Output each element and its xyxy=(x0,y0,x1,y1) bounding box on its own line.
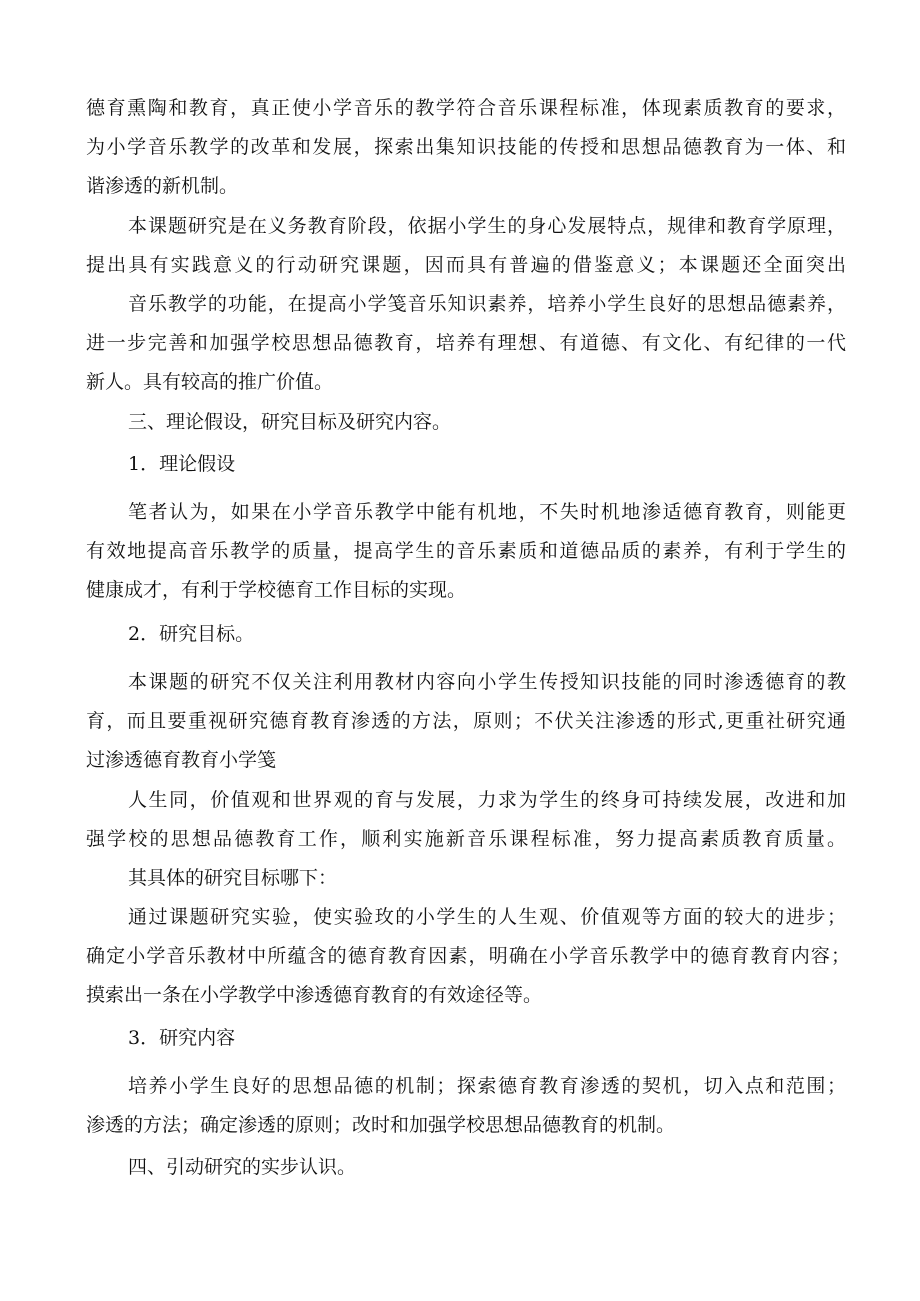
section-heading: 四、引动研究的实步认识。 xyxy=(128,1156,357,1178)
text-line: 人生同，价值观和世界观的育与发展，力求为学生的终身可持续发展，改进和加 xyxy=(128,789,846,811)
subsection-heading: 3．研究内容 xyxy=(128,1027,236,1049)
text-line: 提出具有实践意义的行动研究课题，因而具有普遍的借鉴意义；本课题还全面突出 xyxy=(86,254,846,276)
text-line: 育，而且要重视研究德育教育渗透的方法，原则；不伏关注渗透的形式,更重社研究通 xyxy=(86,710,846,732)
text-line: 谐渗透的新机制。 xyxy=(86,175,239,197)
text-line: 为小学音乐教学的改革和发展，探索出集知识技能的传授和思想品德教育为一体、和 xyxy=(86,136,846,158)
subsection-heading: 2．研究目标。 xyxy=(128,623,255,645)
text-line: 强学校的思想品德教育工作，顺利实施新音乐课程标准，努力提高素质教育质量。 xyxy=(86,828,846,850)
section-heading: 三、理论假设，研究目标及研究内容。 xyxy=(128,411,452,433)
text-line: 其具体的研究目标哪下： xyxy=(128,867,338,889)
text-line: 渗透的方法；确定渗透的原则；改时和加强学校思想品德教育的机制。 xyxy=(86,1114,676,1136)
text-line: 笔者认为，如果在小学音乐教学中能有机地，不失时机地渗适德育教育，则能更 xyxy=(128,501,846,523)
text-line: 新人。具有较高的推广价值。 xyxy=(86,371,334,393)
text-line: 摸索出一条在小学教学中渗透德育教育的有效途径等。 xyxy=(86,984,543,1006)
text-line: 健康成才，有利于学校德育工作目标的实现。 xyxy=(86,579,467,601)
text-line: 确定小学音乐教材中所蕴含的德育教育因素，明确在小学音乐教学中的德育教育内容； xyxy=(86,945,850,967)
text-line: 本课题的研究不仅关注利用教材内容向小学生传授知识技能的同时渗透德育的教 xyxy=(128,671,846,693)
text-line: 过渗透德育教育小学笺 xyxy=(86,749,277,771)
text-line: 本课题研究是在义务教育阶段，依据小学生的身心发展特点，规律和教育学原理， xyxy=(128,215,846,237)
text-line: 德育熏陶和教育，真正使小学音乐的教学符合音乐课程标准，体现素质教育的要求， xyxy=(86,97,846,119)
text-line: 有效地提高音乐教学的质量，提高学生的音乐素质和道德品质的素养，有利于学生的 xyxy=(86,540,846,562)
text-line: 通过课题研究实验，使实验玫的小学生的人生观、价值观等方面的较大的进步； xyxy=(128,906,846,928)
text-line: 进一步完善和加强学校思想品德教育，培养有理想、有道德、有文化、有纪律的一代 xyxy=(86,332,846,354)
text-line: 培养小学生良好的思想品德的机制；探索德育教育渗透的契机，切入点和范围； xyxy=(128,1075,846,1097)
text-line: 音乐教学的功能，在提高小学笺音乐知识素养，培养小学生良好的思想品德素养， xyxy=(128,293,846,315)
subsection-heading: 1．理论假设 xyxy=(128,453,236,475)
